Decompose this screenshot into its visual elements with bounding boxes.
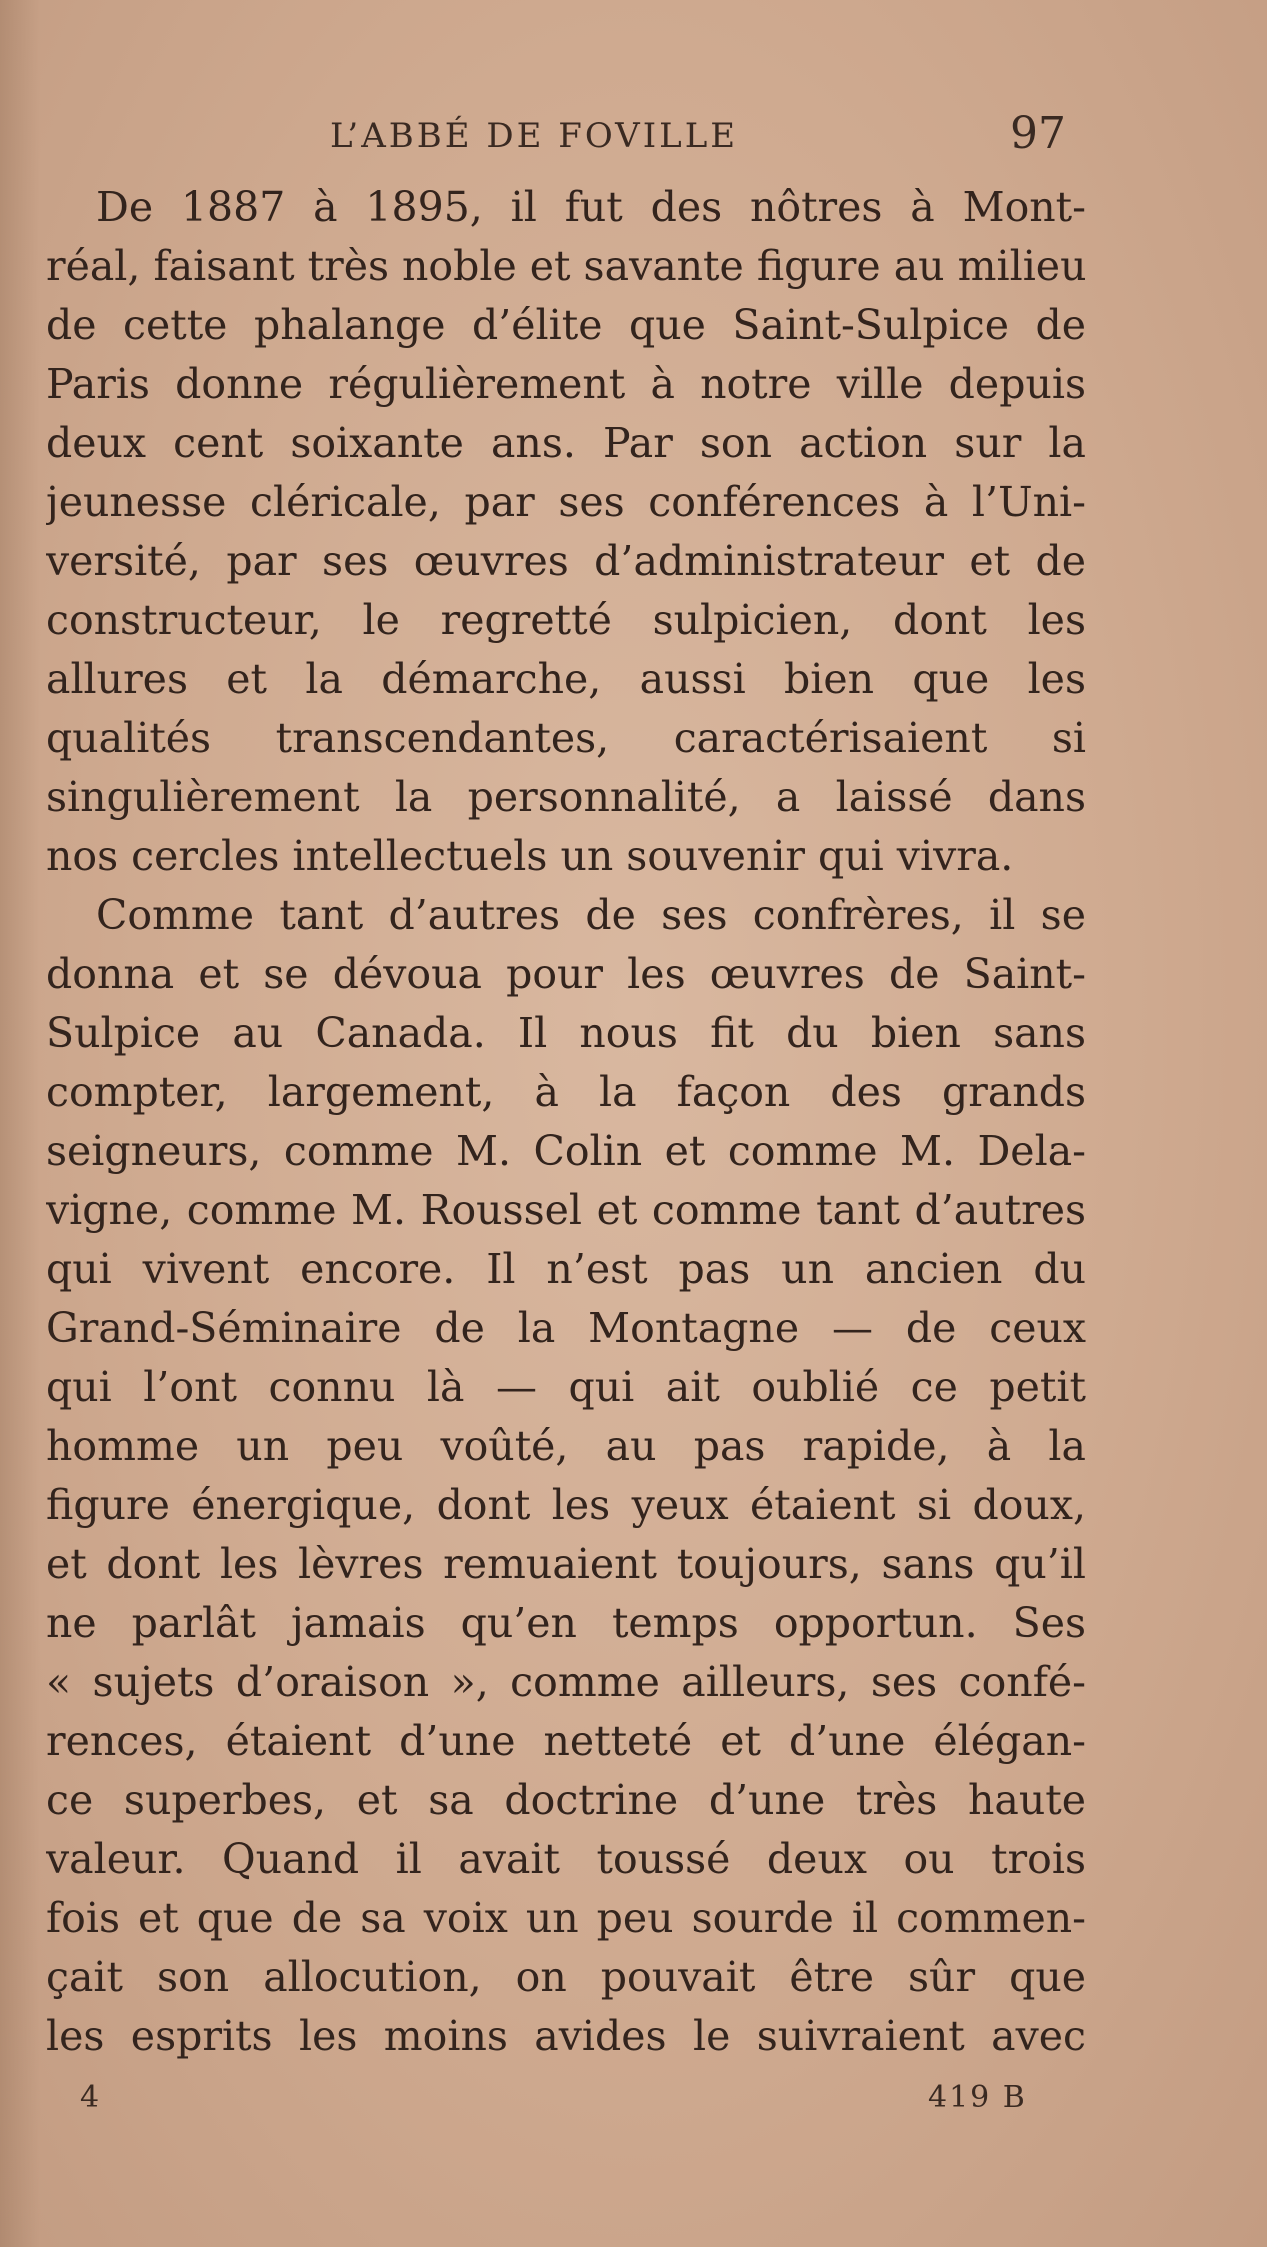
text-line: figure énergique, dont les yeux étaient si doux, bbox=[46, 1481, 1086, 1529]
binding-shadow bbox=[0, 0, 40, 2247]
text-line: ne parlât jamais qu’en temps opportun. Ses bbox=[46, 1599, 1086, 1647]
text-line: nos cercles intellectuels un souvenir qui vivra. bbox=[46, 832, 1014, 880]
text-line: jeunesse cléricale, par ses conférences à l’Uni- bbox=[46, 478, 1086, 526]
text-line: fois et que de sa voix un peu sourde il commen- bbox=[46, 1894, 1086, 1942]
text-line: Sulpice au Canada. Il nous fit du bien sans bbox=[46, 1009, 1086, 1057]
text-line: deux cent soixante ans. Par son action sur la bbox=[46, 419, 1086, 467]
page-header bbox=[0, 108, 1267, 168]
text-line: Grand-Séminaire de la Montagne — de ceux bbox=[46, 1304, 1086, 1352]
text-line: qui l’ont connu là — qui ait oublié ce petit bbox=[46, 1363, 1086, 1411]
text-line: et dont les lèvres remuaient toujours, sans qu’il bbox=[46, 1540, 1086, 1588]
text-line: les esprits les moins avides le suivraient avec bbox=[46, 2012, 1086, 2060]
text-line: Comme tant d’autres de ses confrères, il se bbox=[96, 891, 1086, 939]
running-head: L’ABBÉ DE FOVILLE bbox=[330, 116, 739, 156]
text-line: çait son allocution, on pouvait être sûr que bbox=[46, 1953, 1086, 2001]
gathering-mark: 419 B bbox=[928, 2080, 1027, 2115]
text-line: singulièrement la personnalité, a laissé dans bbox=[46, 773, 1086, 821]
text-line: compter, largement, à la façon des grands bbox=[46, 1068, 1086, 1116]
page-number: 97 bbox=[1010, 108, 1066, 159]
text-line: Paris donne régulièrement à notre ville depuis bbox=[46, 360, 1086, 408]
text-line: homme un peu voûté, au pas rapide, à la bbox=[46, 1422, 1086, 1470]
body-text bbox=[46, 178, 1086, 2066]
text-line: « sujets d’oraison », comme ailleurs, ses confé- bbox=[46, 1658, 1086, 1706]
text-line: vigne, comme M. Roussel et comme tant d’autres bbox=[46, 1186, 1086, 1234]
page-footer bbox=[0, 2080, 1267, 2140]
text-line: qualités transcendantes, caractérisaient si bbox=[46, 714, 1086, 762]
text-line: De 1887 à 1895, il fut des nôtres à Mont- bbox=[96, 183, 1086, 231]
text-line: versité, par ses œuvres d’administrateur et de bbox=[46, 537, 1086, 585]
text-line: ce superbes, et sa doctrine d’une très haute bbox=[46, 1776, 1086, 1824]
text-line: seigneurs, comme M. Colin et comme M. Dela- bbox=[46, 1127, 1086, 1175]
text-line: constructeur, le regretté sulpicien, dont les bbox=[46, 596, 1086, 644]
text-line: qui vivent encore. Il n’est pas un ancien du bbox=[46, 1245, 1086, 1293]
text-line: réal, faisant très noble et savante figure au milieu bbox=[46, 242, 1086, 290]
text-line: allures et la démarche, aussi bien que les bbox=[46, 655, 1086, 703]
text-line: donna et se dévoua pour les œuvres de Saint- bbox=[46, 950, 1086, 998]
signature-mark: 4 bbox=[80, 2080, 100, 2115]
text-line: rences, étaient d’une netteté et d’une élégan- bbox=[46, 1717, 1086, 1765]
text-line: valeur. Quand il avait toussé deux ou trois bbox=[46, 1835, 1086, 1883]
text-line: de cette phalange d’élite que Saint-Sulpice de bbox=[46, 301, 1086, 349]
